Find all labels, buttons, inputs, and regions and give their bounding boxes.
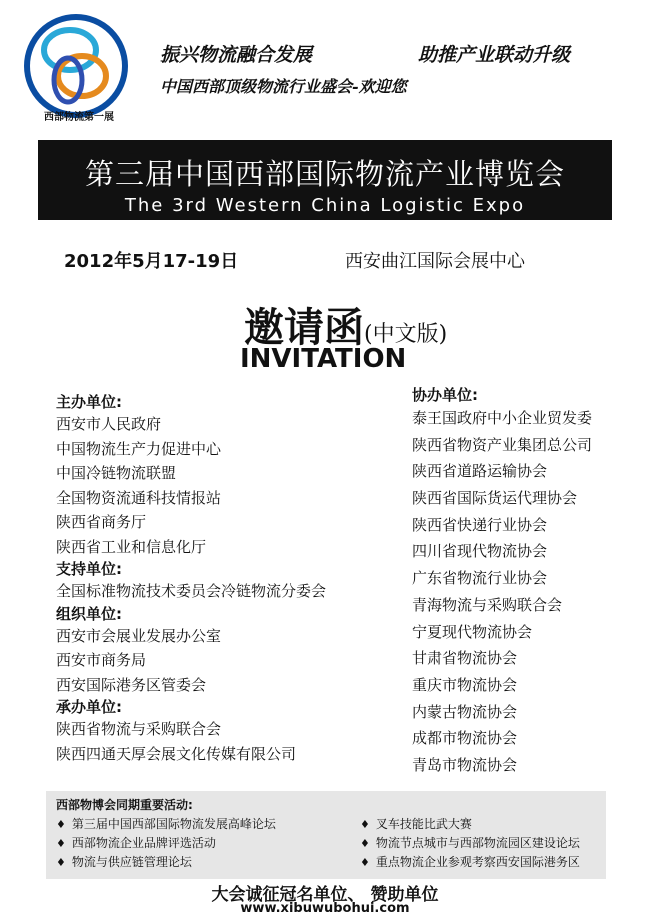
organizers-left-column [56, 392, 396, 766]
host-list [56, 412, 396, 559]
slogan-line-1 [160, 40, 571, 67]
org-item: 重庆市物流协会 [412, 675, 518, 694]
banner-title-en: The 3rd Western China Logistic Expo [124, 195, 526, 216]
org-item: 四川省现代物流协会 [412, 542, 548, 561]
event-venue: 西安曲江国际会展中心 [345, 251, 525, 272]
sponsor-call: 大会诚征冠名单位、 赞助单位 [211, 885, 439, 905]
org-item: 甘肃省物流协会 [412, 649, 518, 668]
title-banner [38, 140, 612, 220]
org-item: 青海物流与采购联合会 [412, 595, 563, 614]
activity-label: 物流与供应链管理论坛 [71, 855, 192, 869]
support-label: 支持单位: [56, 560, 122, 578]
activity-item [56, 853, 192, 870]
activities-box [46, 791, 606, 879]
invitation-title-cn: 邀请函 [244, 304, 364, 351]
support-list [56, 579, 396, 604]
activity-label: 重点物流企业参观考察西安国际港务区 [375, 855, 580, 869]
undertake-label: 承办单位: [56, 698, 122, 716]
org-item: 陕西省快递行业协会 [412, 515, 548, 534]
co-list [412, 405, 632, 779]
logo-caption: 西部物流第一展 [44, 112, 114, 123]
org-item: 全国物资流通科技情报站 [56, 488, 222, 507]
slogan-line-2: 中国西部顶级物流行业盛会-欢迎您 [160, 77, 407, 96]
expo-logo [20, 10, 132, 122]
org-item: 西安市商务局 [56, 651, 147, 669]
org-item: 泰王国政府中小企业贸发委 [412, 409, 593, 427]
event-date: 2012年5月17-19日 [64, 251, 239, 272]
co-label: 协办单位: [412, 386, 478, 404]
org-item: 陕西四通天厚会展文化传媒有限公司 [56, 744, 297, 763]
org-item: 陕西省商务厅 [56, 513, 147, 531]
activities-title: 西部物博会同期重要活动: [56, 798, 193, 812]
activity-label: 第三届中国西部国际物流发展高峰论坛 [71, 817, 276, 831]
org-item: 西安市人民政府 [56, 415, 162, 433]
org-item: 西安市会展业发展办公室 [56, 626, 222, 645]
activity-item [56, 815, 276, 832]
organize-label: 组织单位: [56, 604, 122, 623]
org-item: 广东省物流行业协会 [412, 569, 548, 588]
activity-item [360, 834, 580, 851]
activity-item [360, 815, 472, 832]
diamond-bullet-icon: ♦ [56, 818, 66, 831]
activity-item [56, 834, 216, 851]
org-item: 中国物流生产力促进中心 [56, 439, 222, 458]
banner-title-cn: 第三届中国西部国际物流产业博览会 [84, 157, 565, 191]
diamond-bullet-icon: ♦ [56, 837, 66, 850]
diamond-bullet-icon: ♦ [360, 856, 370, 869]
undertake-list [56, 717, 396, 766]
org-item: 内蒙古物流协会 [412, 702, 518, 721]
org-item: 陕西省国际货运代理协会 [412, 489, 578, 508]
diamond-bullet-icon: ♦ [56, 856, 66, 869]
org-item: 陕西省物资产业集团总公司 [412, 435, 593, 454]
diamond-bullet-icon: ♦ [360, 818, 370, 831]
activity-label: 西部物流企业品牌评选活动 [71, 836, 216, 850]
invitation-title-sub: (中文版) [364, 322, 448, 347]
invitation-title-en: INVITATION [240, 344, 407, 374]
activity-label: 物流节点城市与西部物流园区建设论坛 [375, 836, 580, 850]
org-item: 陕西省道路运输协会 [412, 462, 548, 481]
org-item: 宁夏现代物流协会 [412, 622, 533, 641]
org-item: 陕西省工业和信息化厅 [56, 537, 207, 556]
org-item: 成都市物流协会 [412, 729, 518, 748]
activity-item [360, 853, 580, 870]
organizers-right-column [412, 385, 632, 779]
slogan-left: 振兴物流融合发展 [160, 44, 313, 66]
org-item: 陕西省物流与采购联合会 [56, 720, 222, 738]
organize-list [56, 624, 396, 698]
activity-label: 叉车技能比武大赛 [375, 817, 472, 831]
diamond-bullet-icon: ♦ [360, 837, 370, 850]
host-label: 主办单位: [56, 393, 122, 411]
slogan-right: 助推产业联动升级 [418, 44, 571, 66]
org-item: 中国冷链物流联盟 [56, 464, 177, 482]
org-item: 西安国际港务区管委会 [56, 675, 207, 694]
org-item: 全国标准物流技术委员会冷链物流分委会 [56, 582, 327, 600]
website: www.xibuwubohui.com [240, 901, 410, 916]
org-item: 青岛市物流协会 [412, 755, 518, 774]
